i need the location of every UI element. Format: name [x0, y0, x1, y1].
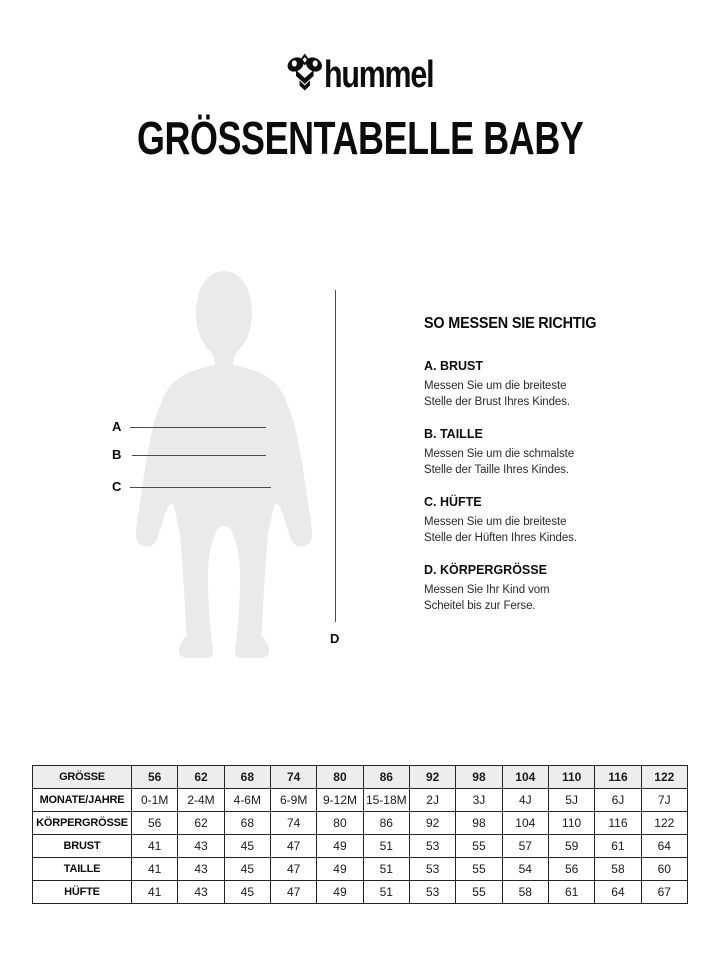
instruction-section-brust [424, 358, 674, 410]
header-value-cell: 80 [317, 766, 363, 789]
size-table [32, 765, 688, 904]
table-row [33, 812, 688, 835]
table-row [33, 789, 688, 812]
page-title: GRÖSSENTABELLE BABY [136, 112, 584, 164]
value-cell: 64 [595, 881, 641, 904]
value-cell: 0-1M [132, 789, 178, 812]
row-label-cell: MONATE/JAHRE [33, 789, 132, 812]
instructions-heading: SO MESSEN SIE RICHTIG [424, 315, 597, 332]
hummel-logo [0, 50, 720, 99]
section-title: C. HÜFTE [424, 495, 482, 509]
value-cell: 5J [548, 789, 594, 812]
value-cell: 3J [456, 789, 502, 812]
baby-silhouette [124, 268, 324, 668]
table-row [33, 835, 688, 858]
header-value-cell: 116 [595, 766, 641, 789]
value-cell: 104 [502, 812, 548, 835]
value-cell: 80 [317, 812, 363, 835]
value-cell: 56 [548, 858, 594, 881]
instruction-section-huefte [424, 494, 674, 546]
value-cell: 53 [409, 835, 455, 858]
header-label-cell: GRÖSSE [33, 766, 132, 789]
value-cell: 56 [132, 812, 178, 835]
header-value-cell: 56 [132, 766, 178, 789]
measure-line-d [335, 290, 336, 622]
section-text-line: Stelle der Hüften Ihres Kindes. [424, 531, 577, 544]
value-cell: 45 [224, 835, 270, 858]
value-cell: 53 [409, 858, 455, 881]
value-cell: 74 [270, 812, 316, 835]
section-title: D. KÖRPERGRÖSSE [424, 563, 547, 577]
value-cell: 4-6M [224, 789, 270, 812]
section-text-line: Messen Sie um die schmalste [424, 448, 575, 460]
table-row [33, 858, 688, 881]
value-cell: 55 [456, 858, 502, 881]
row-label-cell: HÜFTE [33, 881, 132, 904]
measure-label-d: D [330, 631, 340, 646]
value-cell: 110 [548, 812, 594, 835]
value-cell: 41 [132, 858, 178, 881]
value-cell: 43 [178, 858, 224, 881]
logo-wordmark: hummel [324, 53, 434, 96]
measure-line-a [130, 427, 266, 428]
value-cell: 92 [409, 812, 455, 835]
table-header-row [33, 766, 688, 789]
value-cell: 61 [595, 835, 641, 858]
value-cell: 67 [641, 881, 687, 904]
value-cell: 47 [270, 835, 316, 858]
measure-label-b: B [112, 447, 122, 462]
measure-label-c: C [112, 479, 122, 494]
row-label-cell: BRUST [33, 835, 132, 858]
value-cell: 58 [595, 858, 641, 881]
value-cell: 122 [641, 812, 687, 835]
section-text-line: Scheitel bis zur Ferse. [424, 599, 536, 612]
value-cell: 51 [363, 858, 409, 881]
header-value-cell: 122 [641, 766, 687, 789]
value-cell: 2-4M [178, 789, 224, 812]
value-cell: 2J [409, 789, 455, 812]
measure-line-b [132, 455, 266, 456]
value-cell: 55 [456, 835, 502, 858]
value-cell: 45 [224, 881, 270, 904]
value-cell: 9-12M [317, 789, 363, 812]
value-cell: 54 [502, 858, 548, 881]
row-label-cell: TAILLE [33, 858, 132, 881]
value-cell: 61 [548, 881, 594, 904]
section-text-line: Messen Sie um die breiteste [424, 380, 567, 392]
value-cell: 45 [224, 858, 270, 881]
value-cell: 64 [641, 835, 687, 858]
value-cell: 49 [317, 858, 363, 881]
value-cell: 86 [363, 812, 409, 835]
value-cell: 41 [132, 835, 178, 858]
value-cell: 59 [548, 835, 594, 858]
row-label-cell: KÖRPERGRÖSSE [33, 812, 132, 835]
instruction-section-koerpergroesse [424, 562, 674, 614]
header-value-cell: 68 [224, 766, 270, 789]
header-value-cell: 92 [409, 766, 455, 789]
value-cell: 4J [502, 789, 548, 812]
measuring-instructions [424, 314, 674, 630]
section-text-line: Messen Sie Ihr Kind vom [424, 584, 550, 596]
value-cell: 51 [363, 835, 409, 858]
value-cell: 116 [595, 812, 641, 835]
value-cell: 49 [317, 881, 363, 904]
section-title: B. TAILLE [424, 427, 483, 441]
section-title: A. BRUST [424, 359, 484, 373]
value-cell: 47 [270, 858, 316, 881]
value-cell: 60 [641, 858, 687, 881]
header-value-cell: 86 [363, 766, 409, 789]
header-value-cell: 74 [270, 766, 316, 789]
section-text-line: Messen Sie um die breiteste [424, 516, 567, 528]
value-cell: 43 [178, 835, 224, 858]
value-cell: 58 [502, 881, 548, 904]
value-cell: 57 [502, 835, 548, 858]
section-text-line: Stelle der Taille Ihres Kindes. [424, 463, 569, 476]
value-cell: 41 [132, 881, 178, 904]
table-row [33, 881, 688, 904]
section-text-line: Stelle der Brust Ihres Kindes. [424, 395, 570, 408]
hummel-bee-icon [287, 50, 324, 99]
header-value-cell: 62 [178, 766, 224, 789]
value-cell: 49 [317, 835, 363, 858]
value-cell: 7J [641, 789, 687, 812]
header-value-cell: 104 [502, 766, 548, 789]
instruction-section-taille [424, 426, 674, 478]
header-value-cell: 98 [456, 766, 502, 789]
measure-label-a: A [112, 419, 122, 434]
value-cell: 43 [178, 881, 224, 904]
value-cell: 15-18M [363, 789, 409, 812]
value-cell: 62 [178, 812, 224, 835]
value-cell: 51 [363, 881, 409, 904]
value-cell: 47 [270, 881, 316, 904]
value-cell: 98 [456, 812, 502, 835]
value-cell: 53 [409, 881, 455, 904]
value-cell: 6-9M [270, 789, 316, 812]
header-value-cell: 110 [548, 766, 594, 789]
measure-line-c [130, 487, 271, 488]
value-cell: 6J [595, 789, 641, 812]
value-cell: 68 [224, 812, 270, 835]
value-cell: 55 [456, 881, 502, 904]
